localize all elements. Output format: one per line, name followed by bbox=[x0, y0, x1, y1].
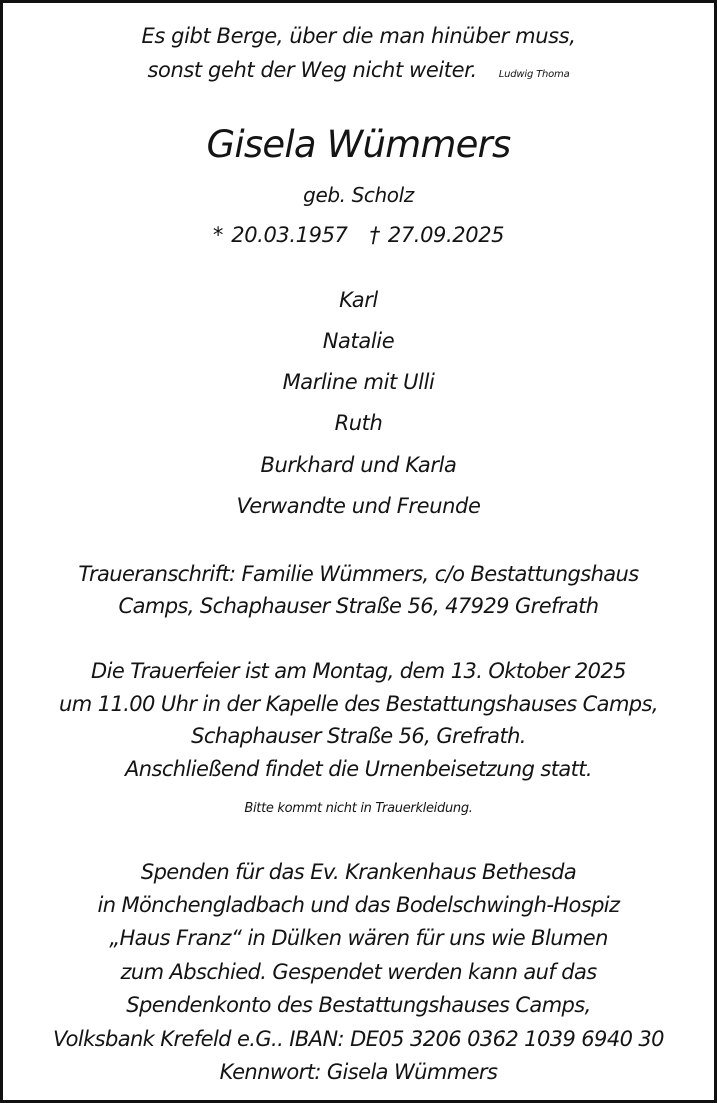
mourner-5: Burkhard und Karla bbox=[260, 453, 457, 477]
donation-keyword: Kennwort: Gisela Wümmers bbox=[219, 1060, 498, 1084]
mourner-6: Verwandte und Freunde bbox=[236, 494, 481, 518]
quote-author: Ludwig Thoma bbox=[498, 69, 570, 80]
quote-line-2 bbox=[3, 58, 714, 82]
address-line-1: Traueranschrift: Familie Wümmers, c/o Bestattungshaus bbox=[78, 562, 639, 586]
life-dates bbox=[3, 223, 714, 247]
donation-line-6-iban: Volksbank Krefeld e.G.. IBAN: DE05 3206 0362 1039 6940 30 bbox=[53, 1027, 664, 1051]
mourner-2: Natalie bbox=[322, 329, 395, 353]
mourner-3: Marline mit Ulli bbox=[282, 370, 435, 394]
address-line-2: Camps, Schaphauser Straße 56, 47929 Grefrath bbox=[118, 594, 599, 618]
donation-line-5: Spendenkonto des Bestattungshauses Camps, bbox=[126, 993, 591, 1017]
ceremony-line-3: Schaphauser Straße 56, Grefrath. bbox=[191, 724, 526, 748]
deceased-name: Gisela Wümmers bbox=[206, 123, 511, 166]
dress-note: Bitte kommt nicht in Trauerkleidung. bbox=[244, 801, 473, 816]
donation-line-1: Spenden für das Ev. Krankenhaus Bethesda bbox=[140, 860, 577, 884]
mourner-1: Karl bbox=[339, 288, 378, 312]
quote-text: sonst geht der Weg nicht weiter. bbox=[147, 58, 477, 82]
donation-line-3: „Haus Franz“ in Dülken wären für uns wie Blumen bbox=[109, 926, 608, 950]
quote-line-1: Es gibt Berge, über die man hinüber muss, bbox=[141, 24, 576, 48]
death-date: 27.09.2025 bbox=[387, 223, 505, 247]
donation-line-4: zum Abschied. Gespendet werden kann auf das bbox=[120, 960, 597, 984]
mourner-4: Ruth bbox=[334, 411, 383, 435]
ceremony-line-2: um 11.00 Uhr in der Kapelle des Bestattungshauses Camps, bbox=[59, 692, 658, 716]
maiden-name: geb. Scholz bbox=[303, 183, 414, 207]
birth-symbol: * bbox=[212, 223, 223, 247]
ceremony-line-4: Anschließend findet die Urnenbeisetzung statt. bbox=[125, 757, 592, 781]
birth-date: 20.03.1957 bbox=[231, 223, 348, 247]
ceremony-line-1: Die Trauerfeier ist am Montag, dem 13. Oktober 2025 bbox=[91, 659, 626, 683]
death-symbol: † bbox=[369, 223, 380, 247]
donation-line-2: in Mönchengladbach und das Bodelschwingh-Hospiz bbox=[97, 893, 620, 917]
